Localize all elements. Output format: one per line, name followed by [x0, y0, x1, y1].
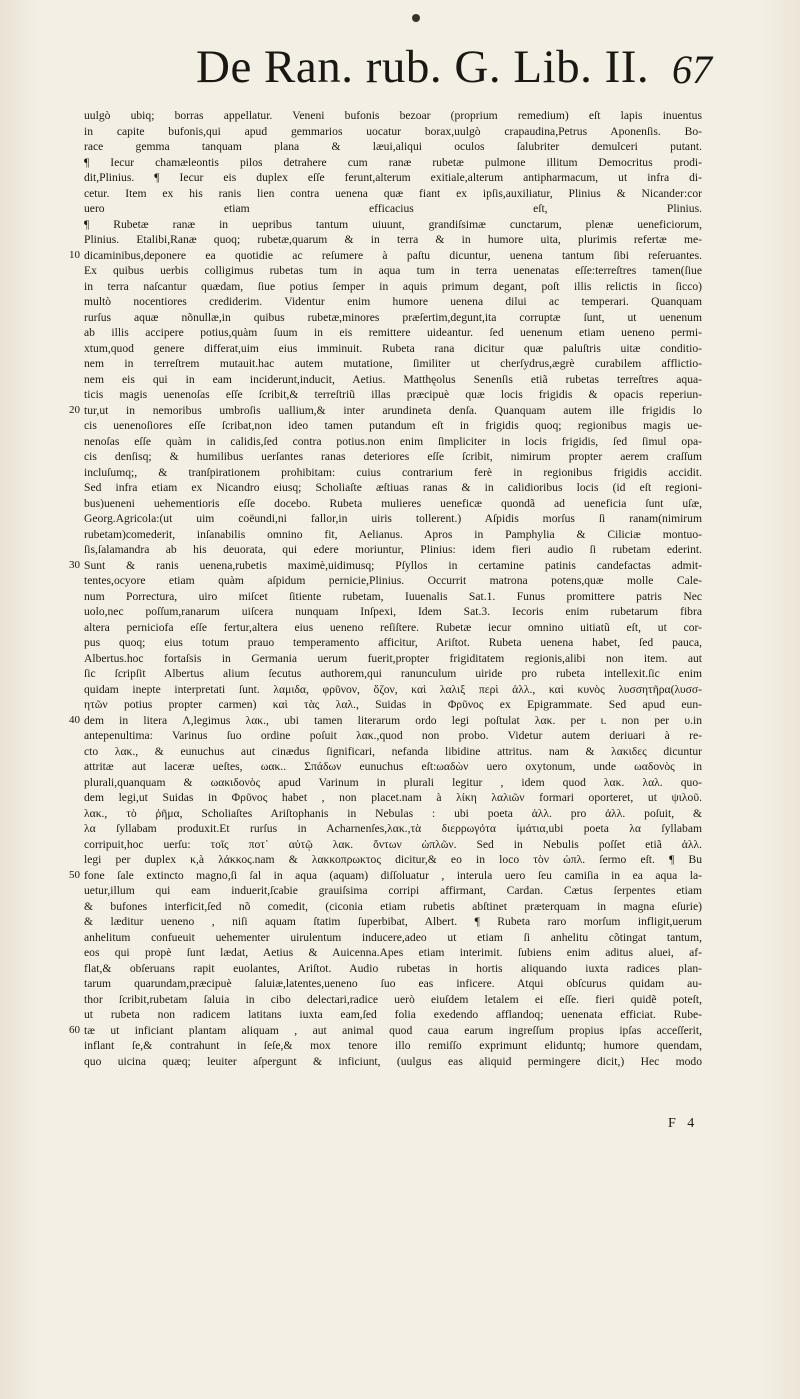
text-line: anhelitum confueuit uehementer uirulentum inducere,adeo ut etiam ſi anhelitu cõtingat tantum,: [84, 930, 702, 944]
text-line: pus quoq; eius totum prauo temperamento afficitur, Ariſtot. Rubeta uenena habet, ſed pauca,: [84, 636, 702, 649]
text-line: corripuit,hoc uerſu: τοῖς ποτ᾽ αὐτῷ λακ. ὄντων ὡπλῶν. Sed in Nebulis poſſet etiã ἀλλ.: [84, 837, 702, 851]
text-line: nenoſas eſſe quàm in calidis,ſed contra potius.non enim ſimpliciter in locis frigidis, ſed ſimul opa-: [84, 434, 702, 448]
text-line: plurali,quanquam & ωακιδονὸς apud Varinum in plurali legitur , idem quod λακ. λαλ. quo-: [84, 775, 702, 789]
text-line: cetur. Item ex his ranis lien contra uenena quæ fiant ex ipſis,auxiliatur, Plinius & Nicander:cor: [84, 186, 702, 200]
text-line: rurſus aquæ nõnullæ,in quibus rubetæ,minores præſertim,degunt,ita corruptæ ſunt, ut uenenum: [84, 310, 702, 324]
text-line: tarum quarundam,præcipuè ſaluiæ,latentes,ueneno ſuo eas inficere. Atqui obſcurus quidam au-: [84, 977, 702, 990]
line-number: 10: [69, 248, 80, 261]
text-line: dicaminibus,deponere ea quotidie ac reſumere à paſtu dicuntur, uenena tantum ſibi reſeruantes.: [84, 248, 702, 262]
text-line: dem in litera Λ,legimus λακ., ubi tamen literarum ordo legi poſtulat λακ. per ι. non per υ.in: [84, 713, 702, 727]
text-line: xtum,quod genere differat,uim eius imminuit. Rubeta rana dicitur quæ paluſtris uitæ conditio-: [84, 341, 702, 355]
line-number: 50: [69, 868, 80, 881]
text-line: nem eis qui in eam inciderunt,inducit, Aetius. Matthęolus Senenſis etiã rubetas terreſtres aqua-: [84, 372, 702, 386]
line-number: 20: [69, 403, 80, 416]
text-line: legi per duplex κ,à λάκκος.nam & λακκοπρωκτος dicitur,& eo in loco τὸν ὡπλ. ſermo eſt. ¶ Bu: [84, 853, 702, 866]
text-line: dem legi,ut Suidas in Φρῦνος habet , non placet.nam à λίκη λαλιῶν formari oporteret, ut ψιλοῦ.: [84, 791, 702, 804]
text-line: quo uicina quæq; leuiter aſpergunt & inficiunt, (uulgus eas aliquid permingere dicit,) Hec modo: [84, 1054, 702, 1068]
text-line: ſic ſcripſit Albertus alium ſecutus authorem,qui ranunculum uiride pro rubeta intellexit.ſic enim: [84, 667, 702, 680]
text-line: num Porrectura, uiro miſcet ſitiente rubetam, Iuuenalis Sat.1. Funus promittere patris Nec: [84, 589, 702, 603]
text-line: ticis magis uenenoſas eſſe ſcribit,& terreſtriũ illas præcipuè quæ locis frigidis & opacis reperiun-: [84, 388, 702, 401]
text-line: thor ſcribit,rubetam ſaluia in cibo delectari,radice uerò eiuſdem letalem ei eſſe. fieri quidẽ poteſt,: [84, 992, 702, 1006]
running-head: [0, 38, 800, 98]
text-line: bus)ueneni uehementioris eſſe docebo. Rubeta mulieres ueneficæ quondã ad ueneficia ſunt uſæ,: [84, 496, 702, 510]
text-line: cis uenenoſiores eſſe ſcribat,non ideo tamen putandum eſt in frigidis quoq; regionibus magis ue-: [84, 419, 702, 432]
text-line: antepenultima: Varinus ſuo ordine poſuit λακ.,quod non probo. Videtur autem deriuari à re-: [84, 729, 702, 742]
text-line: ¶ Rubetæ ranæ in uepribus tantum uiuunt, grandiſsimæ cunctarum, plenæ ueneficiorum,: [84, 217, 702, 231]
text-line: Plinius. Etalibi,Ranæ quoq; rubetæ,quarum & in terra & in humore uita, plurimis refertæ me-: [84, 233, 702, 246]
text-line: tæ ut inficiant plantam aliquam , aut animal quod caua earum ingreſſum propius ipſas acceſſerit,: [84, 1023, 702, 1037]
text-line: multò nocentiores crediderim. Videntur enim humore uenena dilui ac temperari. Quanquam: [84, 295, 702, 308]
text-line: attritæ aut laceræ ueſtes, ωακ.. Σπάδων eunuchus eſt:ωαδὼν uero oxytonum, unde ωαδονὸς in: [84, 760, 702, 773]
line-number: 60: [69, 1023, 80, 1036]
text-line: race gemma tanquam plana & læui,aliqui oculos ſalubriter demulceri putant.: [84, 140, 702, 153]
text-line: dit,Plinius. ¶ Iecur eis duplex eſſe ferunt,alterum exitiale,alterum antipharmacum, ut infra di-: [84, 171, 702, 184]
text-line: Sunt & ranis uenena,rubetis maximè,uidimusq; Pſyllos in certamine patinis candefactas admit-: [84, 558, 702, 572]
text-line: uero etiam efficacius eſt, Plinius.: [84, 202, 702, 215]
text-line: cis denſisq; & humilibus uerſantes ranas deteriores eſſe ſcribit, nimirum propter aerem craſſum: [84, 450, 702, 463]
text-line: eos qui propè ſunt lædat, Aetius & Auicenna.Apes etiam interimit. ſubiens enim aditus aluei, af-: [84, 946, 702, 959]
text-line: uolo,nec poſſum,ranarum uiſcera nunquam Inſpexi, Idem Sat.3. Iecoris enim rubetarum fibra: [84, 605, 702, 618]
text-line: tentes,ocyore etiam quàm aſpidum pernicie,Plinius. Occurrit matrona potens,quæ molle Cale-: [84, 574, 702, 587]
text-line: incluſumq;, & tranſpirationem prohibitam: cuius contrarium ferè in regionibus frigidis accidit.: [84, 465, 702, 479]
text-line: ſis,ſalamandra ab his deuorata, qui edere moriuntur, Plinius: idem fieri audio ſi rubetam ederint.: [84, 543, 702, 556]
text-line: in terra naſcantur quædam, ſiue potius ſemper in aquis primum degant, poſt illis relictis in ſicco): [84, 279, 702, 293]
page-title: De Ran. rub. G. Lib. II.: [196, 41, 650, 93]
text-line: λα ſyllabam produxit.Et rurſus in Acharnenſes,λακ.,τὰ διερρωγότα ἱμάτια,ubi poeta λα ſyllabam: [84, 822, 702, 835]
text-line: ητῶν potius propter carmen) καὶ τὰς λαλ., Suidas in Φρῦνος ex Epigrammate. Sed apud eun-: [84, 698, 702, 711]
text-line: flat,& obſeruans rapit euolantes, Ariſtot. Audio rubetas in hortis aliquando iuxta radices plan-: [84, 961, 702, 975]
text-line: tur,ut in nemoribus umbroſis uallium,& inter arundineta denſa. Quanquam autem ille frigidis lo: [84, 403, 702, 417]
text-line: quidam inepte interpretati ſunt. λαμιδα, φρῦνον, ὄζον, καὶ λαλιξ περὶ ἀλλ., καὶ κυνὸς λυσσητῆρα(λυσσ-: [84, 682, 702, 696]
text-line: uulgò ubiq; borras appellatur. Veneni bufonis bezoar (proprium remedium) eſt lapis inuentus: [84, 109, 702, 122]
text-line: uetur,illum qui eam induerit,ſcabie grauiſsima corripi affirmant, Cardan. Cætus ſerpentes etiam: [84, 884, 702, 897]
text-line: in capite bufonis,qui apud gemmarios uocatur borax,uulgò crapaudina,Petrus Aponenſis. Bo-: [84, 124, 702, 138]
text-line: & læditur ueneno , niſi aquam ſtatim ſuperbibat, Albert. ¶ Rubeta raro morſum infligit,uerum: [84, 915, 702, 928]
text-line: ¶ Iecur chamæleontis pilos detrahere cum ranæ rubetæ pulmone illitum Democritus prodi-: [84, 155, 702, 169]
text-line: Sed infra etiam ex Nicandro eiusq; Scholiaſte æſtiuas ranas & in calidioribus locis (id eſt regioni-: [84, 481, 702, 494]
text-line: inflant ſe,& contrahunt in ſeſe,& mox tenore illo remiſſo exprimunt eliduntq; humore quendam,: [84, 1039, 702, 1052]
text-line: ab illis accipere potius,quàm ſuum in eis remittere uideantur. ſed uenenum etiam ueneno permi-: [84, 326, 702, 339]
text-line: λακ., τὸ ῥῆμα, Scholiaſtes Ariſtophanis in Nebulas : ubi poeta ἀλλ. pro ἀλλ. poſuit, &: [84, 806, 702, 820]
text-line: ut rubeta non radicem latitans iuxta eam,ſed folia exedendo afflandoq; uenenata efficiat. Rube-: [84, 1008, 702, 1021]
line-number: 30: [69, 558, 80, 571]
page-number: 67: [672, 47, 712, 92]
printer-dot: [412, 14, 420, 22]
text-line: & bufones interficit,ſed nõ comedit, (ciconia etiam rubetis abſtinet præterquam in magna eſurie): [84, 899, 702, 913]
text-line: Georg.Agricola:(ut uim coëundi,ni fallor,in uiris tollerent.) Aſpidis morſus ſi ranam(nimirum: [84, 512, 702, 525]
line-number: 40: [69, 713, 80, 726]
printer-signature: F 4: [668, 1116, 699, 1131]
text-line: fone ſale extincto magno,ſi ſal in aqua (aquam) diſſoluatur , interula uero ſeu camiſia in ea aqua la-: [84, 868, 702, 882]
body-text: [84, 108, 702, 1069]
text-line: nem in terreſtrem mutauit.hac autem mutatione, ſimiliter ut cherſydrus,ægrè curabilem afflictio-: [84, 357, 702, 370]
text-line: Albertus.hoc fortaſsis in Germania uerum fuerit,propter frigiditatem regionis,alibi non item. aut: [84, 651, 702, 665]
text-line: altera perniciofa eſſe fertur,altera eius ueneno reſiſtere. Rubetæ iecur omnino uitiatũ eſt, ut cor-: [84, 620, 702, 634]
text-line: cto λακ., & eunuchus aut cinædus ſignificari, nefanda libidine attritus. nam & λακιδες dicuntur: [84, 744, 702, 758]
text-line: rubetam)comederit, inſanabilis omnino fit, Aelianus. Apros in Pamphylia & Ciliciæ montuo-: [84, 527, 702, 541]
text-line: Ex quibus uerbis colligimus rubetas tum in aqua tum in terra uenenatas eſſe:terreſtres tamen(ſiue: [84, 264, 702, 277]
